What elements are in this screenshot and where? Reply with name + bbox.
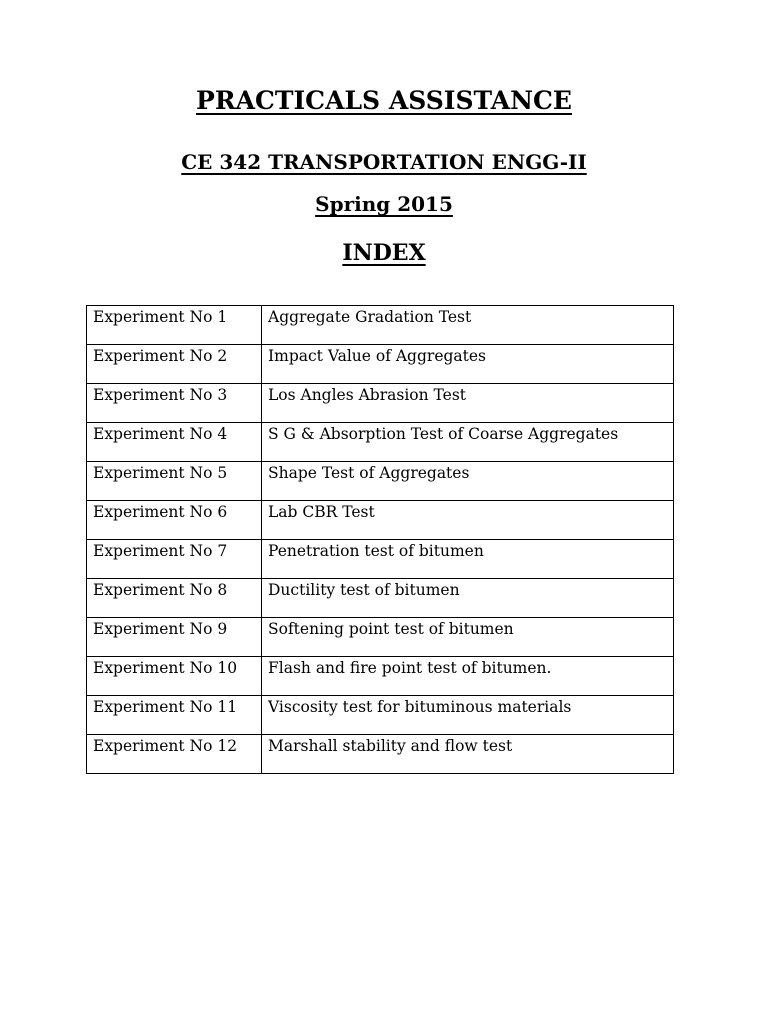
table-row xyxy=(87,423,674,462)
experiment-number-cell: Experiment No 8 xyxy=(87,579,262,618)
experiment-number-cell: Experiment No 1 xyxy=(87,306,262,345)
experiment-name-cell: Aggregate Gradation Test xyxy=(262,306,674,345)
experiment-number-cell: Experiment No 6 xyxy=(87,501,262,540)
experiment-name-cell: Los Angles Abrasion Test xyxy=(262,384,674,423)
term-label: Spring 2015 xyxy=(315,192,453,216)
experiment-name-cell: Marshall stability and flow test xyxy=(262,735,674,774)
experiment-name-cell: Flash and fire point test of bitumen. xyxy=(262,657,674,696)
experiment-number-cell: Experiment No 11 xyxy=(87,696,262,735)
experiment-name-cell: Softening point test of bitumen xyxy=(262,618,674,657)
table-row xyxy=(87,540,674,579)
experiment-number-cell: Experiment No 3 xyxy=(87,384,262,423)
experiment-number-cell: Experiment No 4 xyxy=(87,423,262,462)
experiment-number-cell: Experiment No 12 xyxy=(87,735,262,774)
experiment-name-cell: Impact Value of Aggregates xyxy=(262,345,674,384)
table-row xyxy=(87,384,674,423)
index-heading: INDEX xyxy=(342,240,426,266)
table-row xyxy=(87,462,674,501)
experiment-name-cell: Shape Test of Aggregates xyxy=(262,462,674,501)
experiment-name-cell: Penetration test of bitumen xyxy=(262,540,674,579)
experiment-number-cell: Experiment No 9 xyxy=(87,618,262,657)
experiment-name-cell: Viscosity test for bituminous materials xyxy=(262,696,674,735)
table-row xyxy=(87,696,674,735)
table-row xyxy=(87,735,674,774)
course-title: CE 342 TRANSPORTATION ENGG-II xyxy=(181,150,587,174)
table-row xyxy=(87,618,674,657)
document-title: PRACTICALS ASSISTANCE xyxy=(196,86,572,115)
experiment-number-cell: Experiment No 2 xyxy=(87,345,262,384)
table-row xyxy=(87,657,674,696)
experiment-number-cell: Experiment No 7 xyxy=(87,540,262,579)
experiment-number-cell: Experiment No 5 xyxy=(87,462,262,501)
table-row xyxy=(87,501,674,540)
experiment-number-cell: Experiment No 10 xyxy=(87,657,262,696)
experiment-name-cell: Ductility test of bitumen xyxy=(262,579,674,618)
experiment-name-cell: Lab CBR Test xyxy=(262,501,674,540)
table-row xyxy=(87,579,674,618)
table-row xyxy=(87,345,674,384)
table-row xyxy=(87,306,674,345)
experiment-index-table xyxy=(86,305,674,774)
experiment-name-cell: S G & Absorption Test of Coarse Aggregates xyxy=(262,423,674,462)
